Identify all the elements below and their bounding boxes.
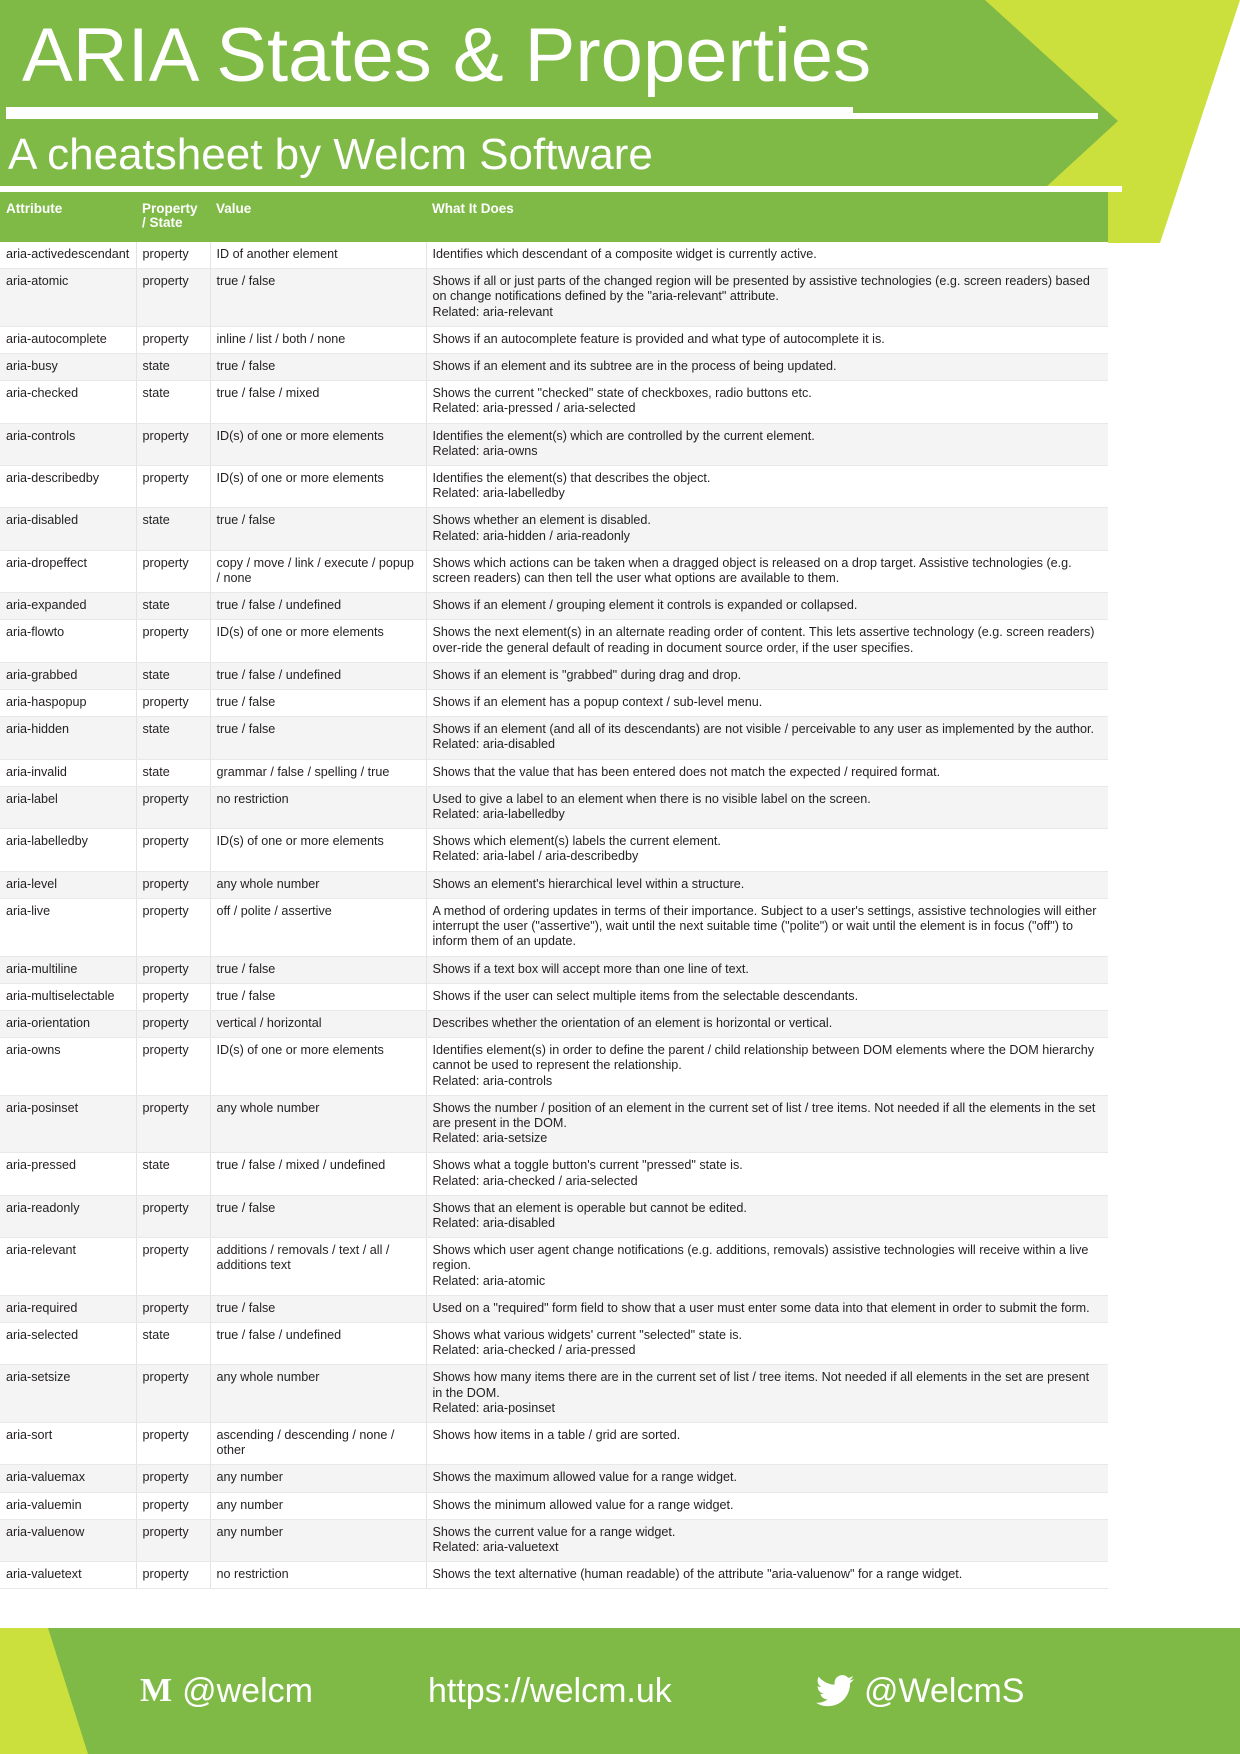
cell-attribute: aria-checked [0,381,136,423]
cell-what-it-does [426,1322,1108,1364]
cell-value: off / polite / assertive [210,898,426,956]
cell-attribute: aria-setsize [0,1365,136,1423]
cell-value: true / false [210,269,426,327]
cell-property-state: property [136,898,210,956]
table-header-row [0,192,1108,242]
cell-value: ID(s) of one or more elements [210,829,426,871]
description-text: Shows which element(s) labels the current element. [432,834,721,849]
table-row [0,381,1108,423]
table-row [0,786,1108,828]
cell-value: true / false / undefined [210,593,426,620]
table-row [0,1295,1108,1322]
twitter-icon [816,1675,854,1707]
cell-attribute: aria-expanded [0,593,136,620]
cell-property-state: property [136,423,210,465]
cell-what-it-does [426,1095,1108,1153]
cell-property-state: state [136,759,210,786]
cell-property-state: state [136,354,210,381]
page-subtitle: A cheatsheet by Welcm Software [8,130,653,179]
cell-attribute: aria-haspopup [0,690,136,717]
cell-property-state: property [136,1095,210,1153]
table-row [0,593,1108,620]
page-footer [0,1628,1240,1754]
title-underline-rule [6,113,1098,119]
related-attributes-text: Related: aria-disabled [432,737,556,752]
related-attributes-text: Related: aria-atomic [432,1273,546,1288]
description-text: Shows if an autocomplete feature is provided and what type of autocomplete it is. [432,331,885,346]
cell-attribute: aria-dropeffect [0,550,136,592]
description-text: Shows which user agent change notifications (e.g. additions, removals) assistive technologies will receive within a live region. [432,1243,1089,1273]
cell-attribute: aria-owns [0,1038,136,1096]
cell-what-it-does [426,1195,1108,1237]
cell-value: ascending / descending / none / other [210,1422,426,1464]
cell-value: ID of another element [210,242,426,269]
description-text: Shows if the user can select multiple items from the selectable descendants. [432,988,859,1003]
cell-what-it-does [426,1519,1108,1561]
table-row [0,1153,1108,1195]
aria-attributes-table [0,192,1108,1589]
cell-what-it-does [426,871,1108,898]
cell-attribute: aria-disabled [0,508,136,550]
cell-value: true / false [210,508,426,550]
description-text: Shows that an element is operable but cannot be edited. [432,1200,747,1215]
twitter-handle: @WelcmS [864,1672,1025,1710]
description-text: Shows the next element(s) in an alternate reading order of content. This lets assertive technology (e.g. screen readers) over-ride the general default of reading in document source order, if the user specifies. [432,625,1095,655]
table-row [0,508,1108,550]
cell-value: additions / removals / text / all / additions text [210,1238,426,1296]
description-text: A method of ordering updates in terms of their importance. Subject to a user's settings, assistive technologies will either interrupt the user ("assertive"), wait until the next suitable time ("polite") or wait until the element is in focus ("off") to inform them of an update. [432,903,1097,949]
description-text: Shows if a text box will accept more than one line of text. [432,961,749,976]
table-row [0,1095,1108,1153]
cell-what-it-does [426,1422,1108,1464]
description-text: Shows how items in a table / grid are sorted. [432,1427,681,1442]
cell-attribute: aria-valuenow [0,1519,136,1561]
table-row [0,242,1108,269]
table-row [0,983,1108,1010]
table-row [0,1238,1108,1296]
cell-what-it-does [426,423,1108,465]
related-attributes-text: Related: aria-checked / aria-selected [432,1173,638,1188]
cell-value: any whole number [210,1095,426,1153]
cell-property-state: property [136,1422,210,1464]
cell-property-state: state [136,1322,210,1364]
column-header-property-state: Property / State [136,192,210,242]
cell-attribute: aria-sort [0,1422,136,1464]
cell-attribute: aria-orientation [0,1010,136,1037]
cell-what-it-does [426,786,1108,828]
cell-what-it-does [426,466,1108,508]
cell-attribute: aria-invalid [0,759,136,786]
cell-attribute: aria-valuemax [0,1465,136,1492]
description-text: Shows if an element is "grabbed" during drag and drop. [432,667,742,682]
description-text: Shows which actions can be taken when a dragged object is released on a drop target. Assistive technologies (e.g. screen readers) can then tell the user what options are available to them. [432,555,1072,586]
table-row [0,620,1108,662]
cell-what-it-does [426,1465,1108,1492]
cell-property-state: property [136,1365,210,1423]
cell-attribute: aria-multiselectable [0,983,136,1010]
table-row [0,1519,1108,1561]
cell-value: ID(s) of one or more elements [210,423,426,465]
description-text: Shows how many items there are in the current set of list / tree items. Not needed if all elements in the set are present in the DOM. [432,1370,1090,1400]
description-text: Identifies the element(s) that describes the object. [432,471,711,486]
cell-what-it-does [426,269,1108,327]
related-attributes-text: Related: aria-pressed / aria-selected [432,401,636,416]
cell-what-it-does [426,717,1108,759]
cell-value: inline / list / both / none [210,326,426,353]
cell-property-state: property [136,1238,210,1296]
cell-value: any number [210,1519,426,1561]
description-text: Shows if an element and its subtree are in the process of being updated. [432,359,837,374]
cell-property-state: property [136,1295,210,1322]
cell-what-it-does [426,1038,1108,1096]
description-text: Shows an element's hierarchical level within a structure. [432,876,745,891]
cell-what-it-does [426,829,1108,871]
cell-attribute: aria-readonly [0,1195,136,1237]
description-text: Shows that the value that has been entered does not match the expected / required format. [432,764,941,779]
footer-mastodon-link[interactable] [140,1672,313,1710]
cell-value: no restriction [210,1562,426,1589]
footer-website-link[interactable] [428,1672,672,1710]
related-attributes-text: Related: aria-controls [432,1073,553,1088]
table-row [0,829,1108,871]
column-header-attribute: Attribute [0,192,136,242]
cell-value: any number [210,1465,426,1492]
column-header-value: Value [210,192,426,242]
cell-property-state: state [136,508,210,550]
cell-property-state: property [136,550,210,592]
cell-what-it-does [426,759,1108,786]
cell-property-state: property [136,829,210,871]
cell-property-state: property [136,871,210,898]
table-row [0,1465,1108,1492]
mastodon-handle: @welcm [182,1672,313,1710]
cell-property-state: state [136,593,210,620]
cell-value: true / false [210,956,426,983]
cell-value: any number [210,1492,426,1519]
table-header [0,192,1108,242]
cell-what-it-does [426,1295,1108,1322]
related-attributes-text: Related: aria-labelledby [432,486,565,501]
cell-value: true / false [210,1295,426,1322]
cell-what-it-does [426,1492,1108,1519]
cell-what-it-does [426,326,1108,353]
cell-property-state: property [136,242,210,269]
cell-property-state: property [136,1562,210,1589]
cell-value: any whole number [210,871,426,898]
table-body [0,242,1108,1589]
cell-attribute: aria-multiline [0,956,136,983]
footer-twitter-link[interactable] [816,1672,1024,1710]
description-text: Shows if all or just parts of the changed region will be presented by assistive technologies (e.g. screen readers) based on change notifications defined by the "aria-relevant" attribute. [432,274,1090,304]
cell-value: grammar / false / spelling / true [210,759,426,786]
related-attributes-text: Related: aria-setsize [432,1131,548,1146]
cell-what-it-does [426,898,1108,956]
table-row [0,1365,1108,1423]
cell-property-state: property [136,269,210,327]
table-row [0,550,1108,592]
cell-attribute: aria-required [0,1295,136,1322]
cell-value: true / false / undefined [210,662,426,689]
description-text: Shows the current "checked" state of checkboxes, radio buttons etc. [432,386,812,401]
cell-attribute: aria-busy [0,354,136,381]
page-title: ARIA States & Properties [22,13,872,98]
cell-what-it-does [426,1153,1108,1195]
related-attributes-text: Related: aria-checked / aria-pressed [432,1343,636,1358]
cell-value: true / false [210,354,426,381]
table-row [0,690,1108,717]
table-row [0,269,1108,327]
cell-value: true / false / undefined [210,1322,426,1364]
cell-value: ID(s) of one or more elements [210,466,426,508]
description-text: Shows the current value for a range widget. [432,1524,676,1539]
related-attributes-text: Related: aria-label / aria-describedby [432,849,639,864]
cell-value: copy / move / link / execute / popup / none [210,550,426,592]
table-row [0,1322,1108,1364]
cell-what-it-does [426,550,1108,592]
cheatsheet-table-wrapper [0,192,1108,1589]
description-text: Shows if an element (and all of its descendants) are not visible / perceivable to any user as implemented by the author. [432,722,1095,737]
cell-what-it-does [426,1238,1108,1296]
table-row [0,326,1108,353]
cell-what-it-does [426,1562,1108,1589]
cell-value: true / false [210,1195,426,1237]
cell-property-state: property [136,1465,210,1492]
cell-value: no restriction [210,786,426,828]
cell-what-it-does [426,242,1108,269]
cell-attribute: aria-level [0,871,136,898]
description-text: Shows what a toggle button's current "pressed" state is. [432,1158,743,1173]
cell-attribute: aria-labelledby [0,829,136,871]
cell-value: true / false / mixed / undefined [210,1153,426,1195]
cell-value: ID(s) of one or more elements [210,1038,426,1096]
cell-property-state: state [136,1153,210,1195]
cell-what-it-does [426,620,1108,662]
cell-property-state: property [136,1195,210,1237]
cell-attribute: aria-label [0,786,136,828]
related-attributes-text: Related: aria-valuetext [432,1539,559,1554]
related-attributes-text: Related: aria-labelledby [432,807,565,822]
related-attributes-text: Related: aria-disabled [432,1215,556,1230]
cell-what-it-does [426,690,1108,717]
cell-what-it-does [426,508,1108,550]
cell-property-state: property [136,1492,210,1519]
table-row [0,898,1108,956]
cell-attribute: aria-pressed [0,1153,136,1195]
cell-attribute: aria-hidden [0,717,136,759]
cell-what-it-does [426,662,1108,689]
description-text: Describes whether the orientation of an element is horizontal or vertical. [432,1015,833,1030]
cell-attribute: aria-atomic [0,269,136,327]
description-text: Used to give a label to an element when there is no visible label on the screen. [432,791,871,806]
cell-attribute: aria-live [0,898,136,956]
description-text: Shows the maximum allowed value for a range widget. [432,1470,738,1485]
table-row [0,466,1108,508]
cell-property-state: state [136,662,210,689]
cell-what-it-does [426,956,1108,983]
cell-what-it-does [426,381,1108,423]
cell-what-it-does [426,1010,1108,1037]
column-header-what-it-does: What It Does [426,192,1108,242]
description-text: Identifies element(s) in order to define the parent / child relationship between DOM elements where the DOM hierarchy cannot be used to represent the relationship. [432,1043,1094,1073]
cell-property-state: property [136,786,210,828]
cell-attribute: aria-autocomplete [0,326,136,353]
cell-what-it-does [426,593,1108,620]
cell-property-state: property [136,690,210,717]
table-row [0,1562,1108,1589]
related-attributes-text: Related: aria-relevant [432,304,553,319]
table-row [0,759,1108,786]
table-row [0,717,1108,759]
table-row [0,354,1108,381]
cell-value: vertical / horizontal [210,1010,426,1037]
cell-value: ID(s) of one or more elements [210,620,426,662]
table-row [0,1422,1108,1464]
table-row [0,423,1108,465]
description-text: Shows what various widgets' current "selected" state is. [432,1327,743,1342]
table-row [0,956,1108,983]
cell-value: true / false [210,717,426,759]
description-text: Shows if an element has a popup context / sub-level menu. [432,695,763,710]
cell-property-state: property [136,326,210,353]
table-row [0,1038,1108,1096]
cell-attribute: aria-describedby [0,466,136,508]
cell-attribute: aria-grabbed [0,662,136,689]
related-attributes-text: Related: aria-hidden / aria-readonly [432,528,630,543]
cell-attribute: aria-selected [0,1322,136,1364]
related-attributes-text: Related: aria-owns [432,443,538,458]
table-row [0,1010,1108,1037]
cell-what-it-does [426,354,1108,381]
cell-value: any whole number [210,1365,426,1423]
cell-property-state: property [136,620,210,662]
website-url: https://welcm.uk [428,1672,672,1710]
cell-property-state: state [136,381,210,423]
description-text: Used on a "required" form field to show that a user must enter some data into that element in order to submit the form. [432,1300,1090,1315]
table-row [0,1492,1108,1519]
description-text: Shows the number / position of an element in the current set of list / tree items. Not needed if all the elements in the set are present in the DOM. [432,1100,1096,1130]
cell-attribute: aria-posinset [0,1095,136,1153]
cell-what-it-does [426,983,1108,1010]
description-text: Shows the text alternative (human readable) of the attribute "aria-valuenow" for a range widget. [432,1567,963,1582]
cell-property-state: property [136,983,210,1010]
description-text: Identifies the element(s) which are controlled by the current element. [432,428,815,443]
cell-value: true / false [210,690,426,717]
cell-attribute: aria-activedescendant [0,242,136,269]
table-row [0,1195,1108,1237]
cell-attribute: aria-flowto [0,620,136,662]
table-row [0,662,1108,689]
cell-property-state: state [136,717,210,759]
cell-attribute: aria-valuemin [0,1492,136,1519]
cell-attribute: aria-valuetext [0,1562,136,1589]
cell-attribute: aria-relevant [0,1238,136,1296]
cell-attribute: aria-controls [0,423,136,465]
cell-property-state: property [136,466,210,508]
cell-value: true / false [210,983,426,1010]
cell-property-state: property [136,1038,210,1096]
description-text: Shows the minimum allowed value for a range widget. [432,1497,734,1512]
cell-property-state: property [136,956,210,983]
description-text: Shows if an element / grouping element it controls is expanded or collapsed. [432,598,858,613]
cell-property-state: property [136,1010,210,1037]
description-text: Shows whether an element is disabled. [432,513,651,528]
related-attributes-text: Related: aria-posinset [432,1400,556,1415]
cell-property-state: property [136,1519,210,1561]
table-row [0,871,1108,898]
cell-what-it-does [426,1365,1108,1423]
description-text: Identifies which descendant of a composite widget is currently active. [432,247,817,261]
mastodon-icon: M [140,1672,173,1709]
cell-value: true / false / mixed [210,381,426,423]
